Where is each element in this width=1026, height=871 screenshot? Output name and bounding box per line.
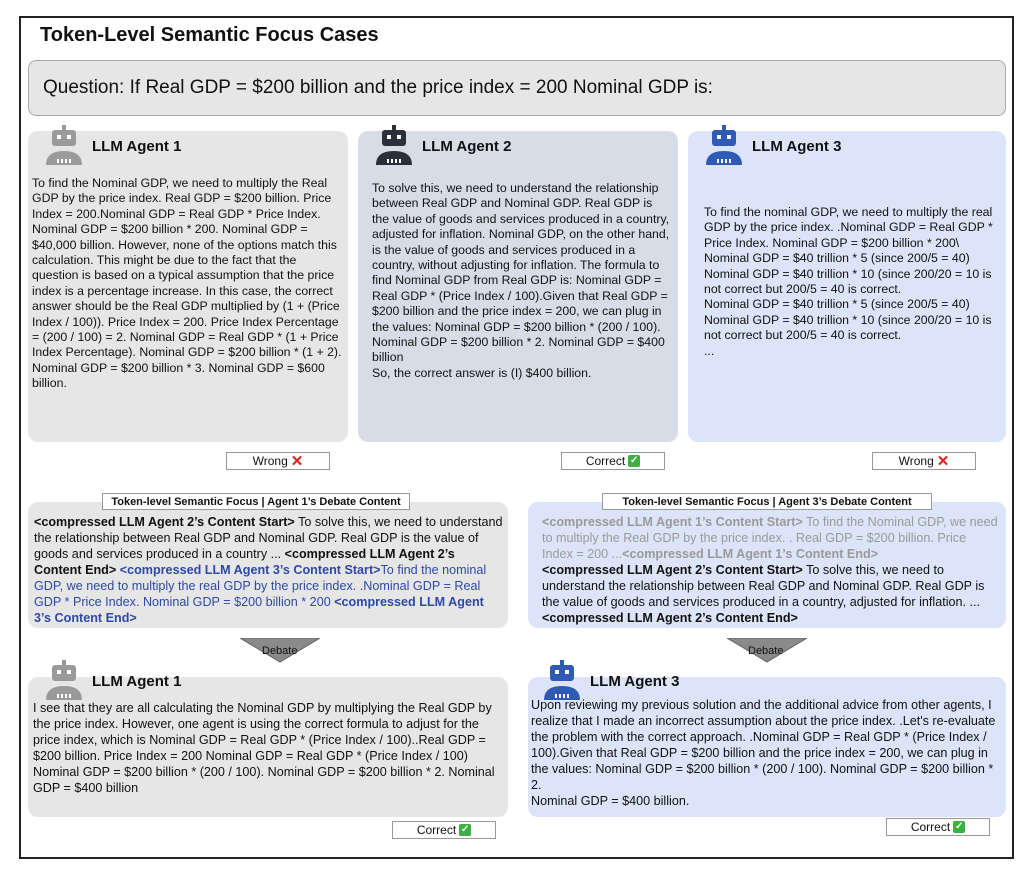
agent1-end-tag: <compressed LLM Agent 1’s Content End>	[622, 547, 879, 561]
focus-left-label: Token-level Semantic Focus | Agent 1’s Debate Content	[102, 493, 410, 510]
agent2-header	[374, 125, 511, 167]
verdict-label: Correct	[416, 823, 457, 837]
agent1-round2-text: I see that they are all calculating the Nominal GDP by multiplying the Real GDP by the price index. However, one agent is using the correct formula to adjust for the price index, which is Nominal GDP = Real GDP * (Price Index / 100)..Real GDP = $200 billion. Price Index = 200 Nominal GDP = Real GDP * (Price Index / 100) Nominal GDP = $200 billion * (200 / 100). Nominal GDP = $200 billion * 2. Nominal GDP = $400 billion	[33, 701, 495, 795]
agent1-start-tag: <compressed LLM Agent 1’s Content Start>	[542, 515, 803, 529]
agent3-start-tag: <compressed LLM Agent 3’s Content Start>	[116, 563, 381, 577]
cross-icon: ✕	[936, 453, 950, 470]
agent1-round2-header	[44, 660, 181, 702]
agent1-verdict	[226, 452, 330, 470]
agent1-round2-name: LLM Agent 1	[92, 672, 182, 690]
verdict-label: Wrong	[898, 454, 934, 468]
agent3-end-tag: <compressed LLM Agent 3’s Content End>	[34, 595, 484, 625]
check-icon: ✓	[460, 824, 470, 835]
agent1-round2-verdict	[392, 821, 496, 839]
focus-left-text	[34, 514, 504, 626]
figure-title: Token-Level Semantic Focus Cases	[40, 24, 379, 46]
agent3-round2-verdict	[886, 818, 990, 836]
robot-icon	[374, 125, 414, 167]
agent3-round2-text: Upon reviewing my previous solution and the additional advice from other agents, I realize that I made an incorrect assumption about the price index. .Let's re-evaluate the problem with the correct approach. .Nominal GDP = Real GDP * (Price Index / 100).Given that Real GDP = $200 billion and the price index = 200, we can plug in the values: Nominal GDP = $200 billion * (200 / 100). Nominal GDP = $200 billion * 2. Nominal GDP = $400 billion.	[531, 698, 996, 808]
robot-icon	[44, 125, 84, 167]
agent2-start-tag: <compressed LLM Agent 2’s Content Start>	[34, 515, 295, 529]
agent1-name: LLM Agent 1	[92, 137, 182, 155]
check-icon: ✓	[629, 455, 639, 466]
agent3-name: LLM Agent 3	[752, 137, 842, 155]
agent3-round2-header	[542, 660, 679, 702]
agent1-round1-panel	[28, 131, 348, 442]
agent2-end-tag: <compressed LLM Agent 2’s Content End>	[34, 547, 455, 577]
focus-right-text	[542, 514, 1000, 626]
agent3-header	[704, 125, 841, 167]
agent3-round2-panel	[528, 672, 1006, 817]
debate-label-left: Debate	[262, 645, 298, 657]
agent1-compressed-text: To find the Nominal GDP, we need to multiply the Real GDP by the price index. . Real GDP = $200 billion. Price Index = 200 ...	[542, 515, 998, 561]
agent3-round2-name: LLM Agent 3	[590, 672, 680, 690]
verdict-label: Correct	[910, 820, 951, 834]
agent3-round1-panel	[688, 131, 1006, 442]
agent2-name: LLM Agent 2	[422, 137, 512, 155]
question-box: Question: If Real GDP = $200 billion and the price index = 200 Nominal GDP is:	[28, 60, 1006, 116]
debate-label-right: Debate	[748, 645, 784, 657]
robot-icon	[704, 125, 744, 167]
agent2-round1-panel	[358, 131, 678, 442]
robot-icon	[542, 660, 582, 702]
agent2-verdict	[561, 452, 665, 470]
agent3-compressed-text: To find the nominal GDP, we need to multiply the real GDP by the price index. .Nominal GDP = Real GDP * Price Index. Nominal GDP = $200 billion * 200	[34, 563, 487, 609]
cross-icon: ✕	[290, 453, 304, 470]
agent2-start-tag: <compressed LLM Agent 2’s Content Start>	[542, 563, 803, 577]
check-icon: ✓	[954, 821, 964, 832]
agent1-header	[44, 125, 181, 167]
verdict-label: Wrong	[252, 454, 288, 468]
agent1-round1-text: To find the Nominal GDP, we need to multiply the Real GDP by the price index. Real GDP = $200 billion. Price Index = 200.Nominal GDP = Real GDP * Price Index. Nominal GDP = $200 billion * 200. Nominal GDP = $40,000 billion. However, none of the options match this calculation. This might be due to the fact that the question is based on a typical assumption that the price index is a percentage increase. In this case, the correct answer should be the Real GDP multiplied by (1 + (Price Index / 100)). Price Index = 200. Price Index Percentage = (200 / 100) = 2. Nominal GDP = Real GDP * (1 + Price Index Percentage). Nominal GDP = $200 billion * (1 + 2). Nominal GDP = $200 billion * 3. Nominal GDP = $600 billion.	[32, 176, 342, 391]
agent3-verdict	[872, 452, 976, 470]
agent2-round1-text: To solve this, we need to understand the relationship between Real GDP and Nominal GDP. Real GDP is the value of goods and services produced in a country, adjusted for inflation. Nominal GDP, on the other hand, is the value of goods and services produced in a country, without adjusting for inflation. The formula to find Nominal GDP from Real GDP is: Nominal GDP = Real GDP * (Price Index / 100).Given that Real GDP = $200 billion and the price index = 200, we can plug in the values: Nominal GDP = $200 billion * (200 / 100). Nominal GDP = $200 billion * 2. Nominal GDP = $400 billion So, the correct answer is (I) $400 billion.	[372, 181, 670, 380]
agent2-end-tag: <compressed LLM Agent 2’s Content End>	[542, 611, 798, 625]
agent2-compressed-text: To solve this, we need to understand the relationship between Real GDP and Nominal GDP. Real GDP is the value of goods and services produced in a country ...	[34, 515, 503, 561]
verdict-label: Correct	[585, 454, 626, 468]
agent2-compressed-text: To solve this, we need to understand the relationship between Real GDP and Nominal GDP. Real GDP is the value of goods and services produced in a country, adjusted for inflation. ...	[542, 563, 985, 609]
agent1-round2-panel	[28, 672, 508, 817]
focus-right-label: Token-level Semantic Focus | Agent 3’s Debate Content	[602, 493, 932, 510]
agent3-round1-text: To find the nominal GDP, we need to multiply the real GDP by the price index. .Nominal GDP = Real GDP * Price Index. Nominal GDP = $200 billion * 200\ Nominal GDP = $40 trillion * 5 (since 200/5 = 40) Nominal GDP = $40 trillion * 10 (since 200/20 = 10 is not correct but 200/5 = 40 is correct. Nominal GDP = $40 trillion * 5 (since 200/5 = 40) Nominal GDP = $40 trillion * 10 (since 200/20 = 10 is not correct but 200/5 = 40 is correct. ...	[704, 205, 993, 358]
robot-icon	[44, 660, 84, 702]
